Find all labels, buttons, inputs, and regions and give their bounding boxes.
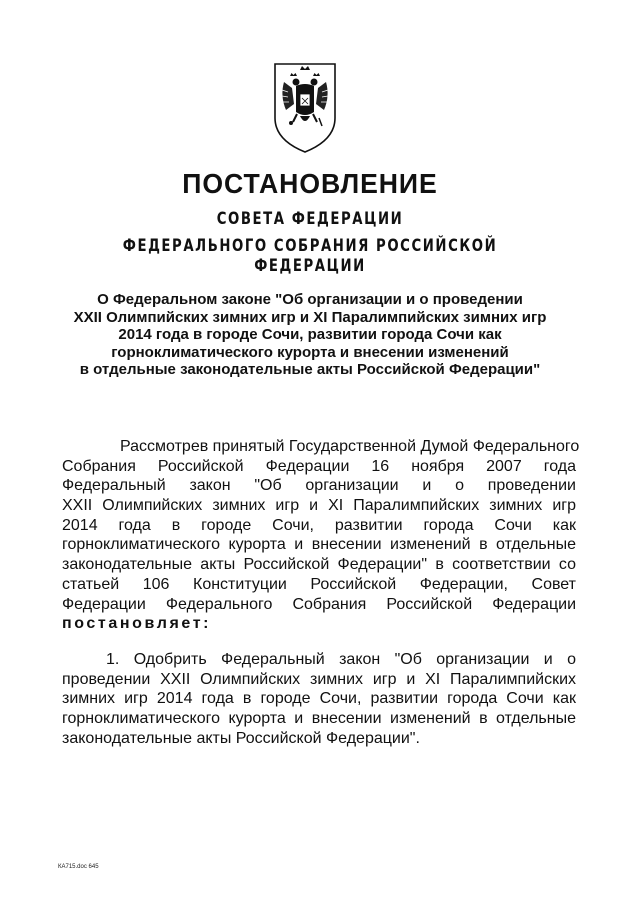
preamble-paragraph (62, 437, 580, 634)
paragraph-line: Собрания Российской Федерации 16 ноября 2007 года (62, 457, 576, 475)
paragraph-line: зимних игр 2014 года в городе Сочи, развитии города Сочи как (62, 690, 576, 708)
document-subject (60, 291, 560, 379)
issuer-line-1: СОВЕТА ФЕДЕРАЦИИ (216, 209, 404, 229)
paragraph-line: Рассмотрев принятый Государственной Думой Федерального (120, 438, 580, 455)
resolution-item-1 (62, 650, 576, 748)
russian-coat-of-arms-icon (270, 60, 340, 156)
subject-line: 2014 года в городе Сочи, развитии города Сочи как (118, 326, 502, 343)
subject-line: в отдельные законодательные акты Российской Федерации" (79, 361, 541, 378)
paragraph-line: 2014 года в городе Сочи, развитии города Сочи как (62, 516, 576, 534)
paragraph-line: статьей 106 Конституции Российской Федерации, Совет (62, 575, 576, 593)
issuer-line-2: ФЕДЕРАЛЬНОГО СОБРАНИЯ РОССИЙСКОЙ ФЕДЕРАЦИИ (122, 236, 498, 276)
paragraph-line: законодательные акты Российской Федерации". (62, 729, 420, 747)
subject-line: О Федеральном законе "Об организации и о проведении (97, 291, 523, 308)
paragraph-line: горноклиматического курорта и внесении изменений в отдельные (62, 710, 576, 728)
document-title: ПОСТАНОВЛЕНИЕ (182, 168, 438, 199)
subject-line: горноклиматического курорта и внесении изменений (111, 343, 509, 361)
paragraph-line: XXII Олимпийских зимних игр и XI Паралимпийских зимних игр (62, 497, 576, 515)
subject-line: XXII Олимпийских зимних игр и XI Паралимпийских зимних игр (73, 308, 547, 326)
paragraph-line: 1. Одобрить Федеральный закон "Об организации и о (106, 651, 576, 668)
paragraph-line: горноклиматического курорта и внесении изменений в отдельные (62, 536, 576, 554)
document-code: КА715.doc 645 (58, 864, 99, 870)
paragraph-line: Федерации Федерального Собрания Российской Федерации (62, 595, 576, 613)
paragraph-line: законодательные акты Российской Федерации" в соответствии со (62, 556, 576, 574)
paragraph-line: Федеральный закон "Об организации и о проведении (62, 477, 576, 495)
resolution-word: постановляет: (62, 615, 212, 633)
paragraph-line: проведении XXII Олимпийских зимних игр и XI Паралимпийских (62, 670, 576, 688)
